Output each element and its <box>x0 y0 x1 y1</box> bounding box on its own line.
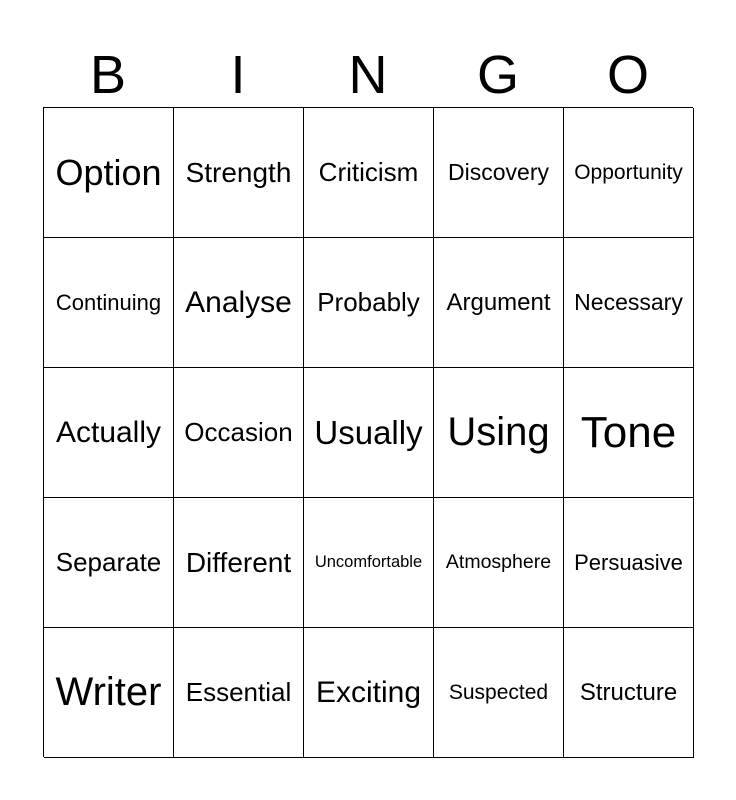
bingo-board <box>43 107 693 757</box>
bingo-cell[interactable]: Opportunity <box>564 108 694 238</box>
header-letter-g: G <box>476 45 519 105</box>
bingo-cell[interactable]: Option <box>44 108 174 238</box>
bingo-cell[interactable]: Essential <box>174 628 304 758</box>
bingo-cell[interactable]: Necessary <box>564 238 694 368</box>
header-letter-n: N <box>348 45 388 105</box>
bingo-header <box>43 44 693 106</box>
bingo-cell[interactable]: Structure <box>564 628 694 758</box>
bingo-cell[interactable]: Argument <box>434 238 564 368</box>
bingo-cell[interactable]: Actually <box>44 368 174 498</box>
header-letter-b: B <box>89 45 127 105</box>
bingo-cell[interactable]: Usually <box>304 368 434 498</box>
bingo-cell[interactable]: Tone <box>564 368 694 498</box>
bingo-cell[interactable]: Discovery <box>434 108 564 238</box>
bingo-cell[interactable]: Suspected <box>434 628 564 758</box>
bingo-cell[interactable]: Writer <box>44 628 174 758</box>
bingo-cell[interactable]: Separate <box>44 498 174 628</box>
bingo-cell[interactable]: Exciting <box>304 628 434 758</box>
bingo-cell[interactable]: Criticism <box>304 108 434 238</box>
bingo-cell[interactable]: Atmosphere <box>434 498 564 628</box>
bingo-cell[interactable]: Strength <box>174 108 304 238</box>
header-letter-o: O <box>606 45 649 105</box>
bingo-cell[interactable]: Using <box>434 368 564 498</box>
header-letter-i: I <box>230 45 246 105</box>
bingo-cell[interactable]: Continuing <box>44 238 174 368</box>
bingo-cell[interactable]: Occasion <box>174 368 304 498</box>
bingo-cell[interactable]: Analyse <box>174 238 304 368</box>
bingo-cell[interactable]: Persuasive <box>564 498 694 628</box>
bingo-cell[interactable]: Uncomfortable <box>304 498 434 628</box>
bingo-cell[interactable]: Different <box>174 498 304 628</box>
bingo-cell[interactable]: Probably <box>304 238 434 368</box>
